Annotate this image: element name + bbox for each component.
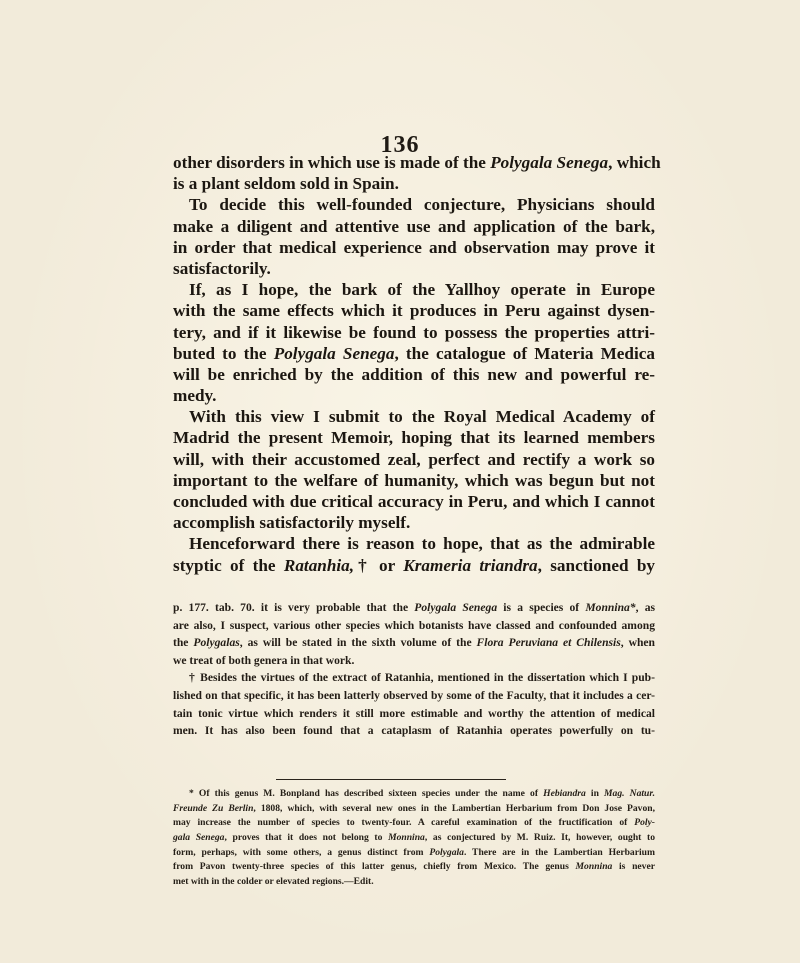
text-line: in order that medical experience and observation may prove it [173, 237, 655, 257]
note-line: from Pavon twenty-three species of this latter genus, chiefly from Mexico. The genus Monnina is never [173, 861, 655, 873]
text-line: satisfactorily. [173, 258, 271, 278]
footnote-line: † Besides the virtues of the extract of Ratanhia, mentioned in the dissertation which I pub- [189, 671, 655, 685]
text-line: With this view I submit to the Royal Medical Academy of [189, 407, 655, 427]
footnote-line: men. It has also been found that a cataplasm of Ratanhia operates powerfully on tu- [173, 724, 655, 738]
footnote-line: p. 177. tab. 70. it is very probable that the Polygala Senega is a species of Monnina*, as [173, 601, 655, 614]
page-number: 136 [380, 132, 420, 158]
text-line: will be enriched by the addition of this new and powerful re- [173, 364, 655, 384]
note-line: gala Senega, proves that it does not belong to Monnina, as conjectured by M. Ruiz. It, however, ought to [173, 832, 655, 844]
text-line: important to the welfare of humanity, which was begun but not [173, 470, 655, 490]
text-line: with the same effects which it produces in Peru against dysen- [173, 301, 655, 321]
note-line: Freunde Zu Berlin, 1808, which, with several new ones in the Lambertian Herbarium from Don Jose Pavon, [173, 802, 656, 814]
text-line: concluded with due critical accuracy in Peru, and which I cannot [173, 492, 655, 511]
note-line: met with in the colder or elevated regions.—Edit. [173, 876, 374, 888]
text-line: If, as I hope, the bark of the Yallhoy operate in Europe [189, 280, 655, 300]
footnote-line: we treat of both genera in that work. [173, 653, 355, 667]
footnote-line: lished on that specific, it has been latterly observed by some of the Faculty, that it includes a cer- [173, 688, 655, 702]
text-line: tery, and if it likewise be found to possess the properties attri- [173, 322, 655, 342]
main-text [173, 152, 661, 576]
text-line: buted to the Polygala Senega, the catalogue of Materia Medica [173, 343, 655, 363]
editor-note [173, 787, 655, 890]
text-line: Madrid the present Memoir, hoping that its learned members [173, 428, 655, 448]
note-line: form, perhaps, with some others, a genus distinct from Polygala. There are in the Lambertian Herbarium [173, 846, 655, 858]
text-line: Henceforward there is reason to hope, that as the admirable [189, 534, 655, 554]
footnote-text [173, 599, 655, 740]
note-line: may increase the number of species to twenty-four. A careful examination of the fructification of Poly- [173, 817, 655, 829]
footnote-line: the Polygalas, as will be stated in the sixth volume of the Flora Peruviana et Chilensis, when [173, 636, 656, 650]
footnote-rule [276, 779, 506, 780]
note-line: * Of this genus M. Bonpland has described sixteen species under the name of Hebiandra in Mag. Natur. [189, 788, 655, 799]
text-line: styptic of the Ratanhia,† or Krameria triandra, sanctioned by [173, 555, 656, 575]
text-line: accomplish satisfactorily myself. [173, 513, 411, 533]
text-line: make a diligent and attentive use and application of the bark, [173, 216, 655, 236]
footnote-line: are also, I suspect, various other species which botanists have classed and confounded among [173, 618, 655, 632]
footnote-line: tain tonic virtue which renders it still more estimable and worthy the attention of medical [173, 706, 655, 720]
text-line: other disorders in which use is made of the Polygala Senega, which [173, 153, 661, 172]
text-line: will, with their accustomed zeal, perfect and rectify a work so [173, 449, 655, 469]
text-line: medy. [173, 386, 217, 406]
text-line: is a plant seldom sold in Spain. [173, 174, 399, 194]
text-line: To decide this well-founded conjecture, Physicians should [189, 195, 655, 215]
